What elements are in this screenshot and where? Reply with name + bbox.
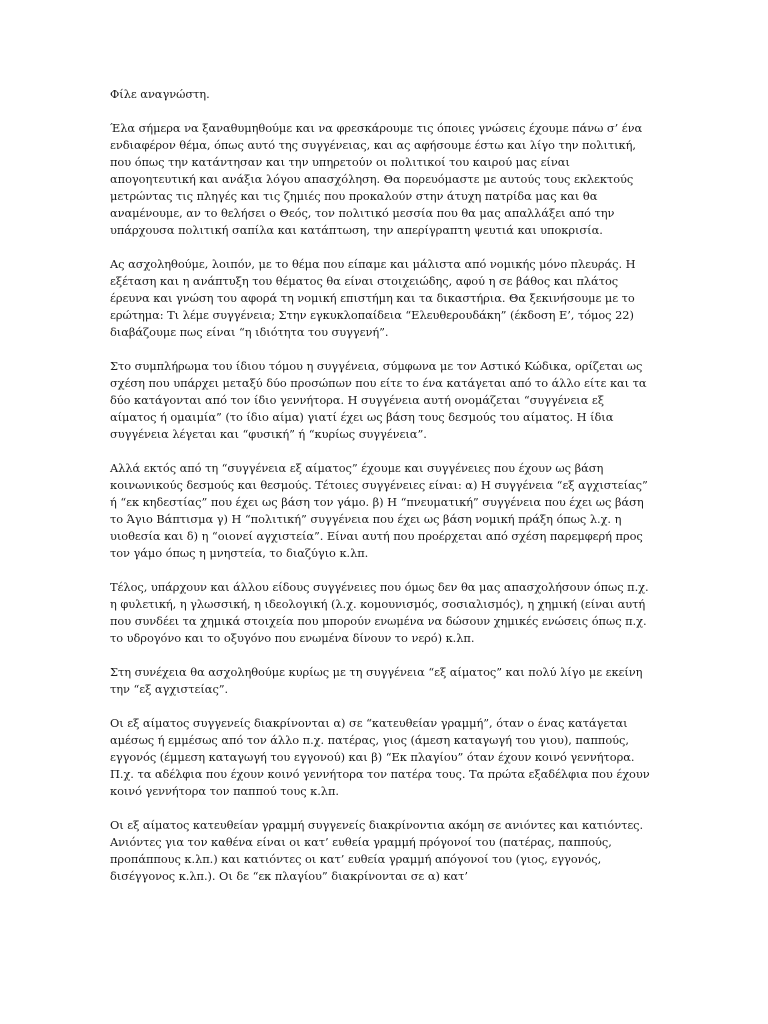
paragraph-ascendants: Οι εξ αίματος κατευθείαν γραμμή συγγενείς διακρίνοντια ακόμη σε ανιόντες και κατιόντες. Ανιόντες για τον καθένα είναι οι κατ’ ευθεία γραμμή πρόγονοί του (πατέρας, παππούς, προπάππους κ.λπ.) και κατιόντες οι κατ’ ευθεία γραμμή απόγονοί του (γιος, εγγονός, δισέγγονος κ.λπ.). Οι δε “εκ πλαγίου” διακρίνονται σε α) κατ’ [110, 818, 644, 883]
paragraph-blood-kinship: Στο συμπλήρωμα του ίδιου τόμου η συγγένεια, σύμφωνα με τον Αστικό Κώδικα, ορίζεται ως σχέση που υπάρχει μεταξύ δύο προσώπων που είτε το ένα κατάγεται από το άλλο είτε και τα δύο κατάγονται από τον ίδιο γεννήτορα. Η συγγένεια αυτή ονομάζεται “συγγένεια εξ αίματος ή ομαιμία” (το ίδιο αίμα) γιατί έχει ως βάση τους δεσμούς του αίματος. Η ίδια συγγένεια λέγεται και “φυσική” ή “κυρίως συγγένεια”. [110, 359, 647, 441]
paragraph-lines: Οι εξ αίματος συγγενείς διακρίνονται α) σε “κατευθείαν γραμμή”, όταν ο ένας κατάγεται αμέσως ή εμμέσως από τον άλλο π.χ. πατέρας, γιος (άμεση καταγωγή του γιου), παππούς, εγγονός (έμμεση καταγωγή του εγγονού) και β) “Εκ πλαγίου” όταν έχουν κοινό γεννήτορα. Π.χ. τα αδέλφια που έχουν κοινό γεννήτορα τον πατέρα τους. Τα πρώτα εξαδέλφια που έχουν κοινό γεννήτορα τον παππού τους κ.λπ. [110, 716, 650, 798]
paragraph-definition: Ας ασχοληθούμε, λοιπόν, με το θέμα που είπαμε και μάλιστα από νομικής μόνο πλευράς. Η εξέταση και η ανάπτυξη του θέματος θα είναι στοιχειώδης, αφού η σε βάθος και πλάτος έρευνα και γνώση του αφορά τη νομική επιστήμη και τα δικαστήρια. Θα ξεκινήσουμε με το ερώτημα: Τι λέμε συγγένεια; Στην εγκυκλοπαίδεια “Ελευθερουδάκη” (έκδοση Ε’, τόμος 22) διαβάζουμε πως είναι “η ιδιότητα του συγγενή”. [110, 257, 636, 339]
paragraph-intro: Έλα σήμερα να ξαναθυμηθούμε και να φρεσκάρουμε τις όποιες γνώσεις έχουμε πάνω σ’ ένα ενδιαφέρον θέμα, όπως αυτό της συγγένειας, και ας αφήσουμε έστω και λίγο την πολιτική, που όπως την κατάντησαν και την υπηρετούν οι πολιτικοί του καιρού μας είναι απογοητευτική και ανάξια λόγου απασχόληση. Θα πορευόμαστε με αυτούς τους εκλεκτούς μετρώντας τις πληγές και τις ζημιές που προκαλούν στην άτυχη πατρίδα μας και θα αναμένουμε, αν το θελήσει ο Θεός, τον πολιτικό μεσσία που θα μας απαλλάξει από την υπάρχουσα πολιτική σαπίλα και κατάπτωση, την απερίγραπτη ψευτιά και υποκρισία. [110, 121, 643, 237]
paragraph-social-kinship: Αλλά εκτός από τη “συγγένεια εξ αίματος” έχουμε και συγγένειες που έχουν ως βάση κοινωνικούς δεσμούς και θεσμούς. Τέτοιες συγγένειες είναι: α) Η συγγένεια “εξ αγχιστείας” ή “εκ κηδεστίας” που έχει ως βάση τον γάμο. β) Η “πνευματική” συγγένεια που έχει ως βάση το Άγιο Βάπτισμα γ) Η “πολιτική” συγγένεια που έχει ως βάση νομική πράξη όπως λ.χ. η υιοθεσία και δ) η “οιονεί αγχιστεία”. Είναι αυτή που προέρχεται από σχέση παρεμφερή προς τον γάμο όπως η μνηστεία, το διαζύγιο κ.λπ. [110, 461, 648, 560]
paragraph-other-kinship: Τέλος, υπάρχουν και άλλου είδους συγγένειες που όμως δεν θα μας απασχολήσουν όπως π.χ. η φυλετική, η γλωσσική, η ιδεολογική (λ.χ. κομουνισμός, σοσιαλισμός), η χημική (είναι αυτή που συνδέει τα χημικά στοιχεία που μπορούν ενωμένα να δώσουν χημικές ενώσεις όπως π.χ. το υδρογόνο και το οξυγόνο που ενωμένα δίνουν το νερό) κ.λπ. [110, 580, 649, 645]
greeting-line: Φίλε αναγνώστη. [110, 87, 210, 101]
paragraph-focus: Στη συνέχεια θα ασχοληθούμε κυρίως με τη συγγένεια “εξ αίματος” και πολύ λίγο με εκείνη την “εξ αγχιστείας”. [110, 665, 643, 696]
document-body [110, 86, 652, 885]
